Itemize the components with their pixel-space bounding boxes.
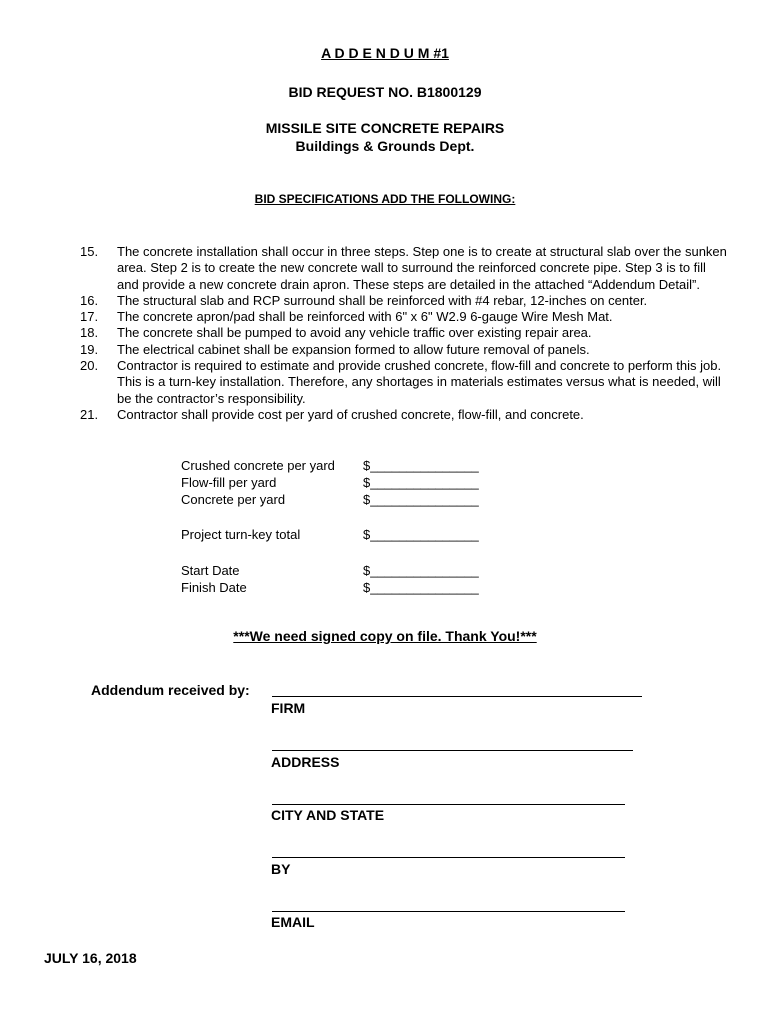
item-number: 15. [80,244,99,259]
item-text: The concrete shall be pumped to avoid any vehicle traffic over existing repair area. [117,325,592,341]
document-date: JULY 16, 2018 [44,950,137,966]
firm-signature-line[interactable] [272,696,642,697]
cost-row [181,474,479,491]
project-title: MISSILE SITE CONCRETE REPAIRS [265,120,505,136]
by-label: BY [271,861,291,877]
specification-list [80,244,730,423]
item-text: The concrete apron/pad shall be reinforced with 6" x 6" W2.9 6-gauge Wire Mesh Mat. [117,309,613,325]
cost-blank[interactable]: $_______________ [363,458,479,473]
cost-blank[interactable]: $_______________ [363,580,479,595]
cost-row [181,579,479,596]
list-item [80,244,730,293]
item-number: 21. [80,406,99,422]
item-text: The concrete installation shall occur in three steps. Step one is to create at structural slab over the sunken area. Step 2 is to create the new concrete wall to surround the reinforced concrete pipe. Step 3 is to fill and provide a new concrete drain apron. These steps are detailed in the attached “Addendum Detail”. [117,244,727,292]
list-item [80,325,730,341]
addendum-title: A D D E N D U M #1 [321,45,449,61]
cost-row [181,491,479,508]
address-label: ADDRESS [271,754,340,770]
cost-label: Flow-fill per yard [181,475,277,490]
email-signature-line[interactable] [272,911,625,912]
spec-heading: BID SPECIFICATIONS ADD THE FOLLOWING: [254,192,516,206]
list-item [80,342,730,358]
item-text: The structural slab and RCP surround shall be reinforced with #4 rebar, 12-inches on center. [117,292,648,308]
item-text: Contractor is required to estimate and provide crushed concrete, flow-fill and concrete to perform this job. This is a turn-key installation. Therefore, any shortages in materials estimates versus what is needed, will be the contractor’s responsibility. [117,358,722,406]
bid-request-number: BID REQUEST NO. B1800129 [288,84,482,100]
signature-notice: ***We need signed copy on file. Thank You!*** [233,628,537,644]
cost-blank[interactable]: $_______________ [363,492,479,507]
cost-blank[interactable]: $_______________ [363,563,479,578]
item-number: 16. [80,292,99,308]
by-signature-line[interactable] [272,857,625,858]
cost-row [181,457,479,474]
list-item [80,293,730,309]
firm-label: FIRM [271,700,306,716]
cost-row [181,562,479,579]
department-name: Buildings & Grounds Dept. [295,138,475,154]
list-item [80,407,730,423]
item-number: 18. [80,325,99,341]
email-label: EMAIL [271,914,315,930]
received-by-label: Addendum received by: [91,682,250,698]
list-item [80,309,730,325]
item-text: Contractor shall provide cost per yard of crushed concrete, flow-fill, and concrete. [117,406,584,422]
city-state-label: CITY AND STATE [271,807,385,823]
cost-row [181,526,479,543]
city-state-signature-line[interactable] [272,804,625,805]
item-number: 17. [80,309,99,325]
cost-blank[interactable]: $_______________ [363,475,479,490]
cost-label: Project turn-key total [181,527,301,542]
cost-blank[interactable]: $_______________ [363,527,479,542]
list-item [80,358,730,407]
item-number: 20. [80,358,99,374]
cost-label: Finish Date [181,580,247,595]
address-signature-line[interactable] [272,750,633,751]
cost-label: Start Date [181,563,240,578]
cost-label: Concrete per yard [181,492,286,507]
cost-label: Crushed concrete per yard [181,458,335,473]
item-number: 19. [80,341,99,357]
item-text: The electrical cabinet shall be expansion formed to allow future removal of panels. [117,341,590,357]
